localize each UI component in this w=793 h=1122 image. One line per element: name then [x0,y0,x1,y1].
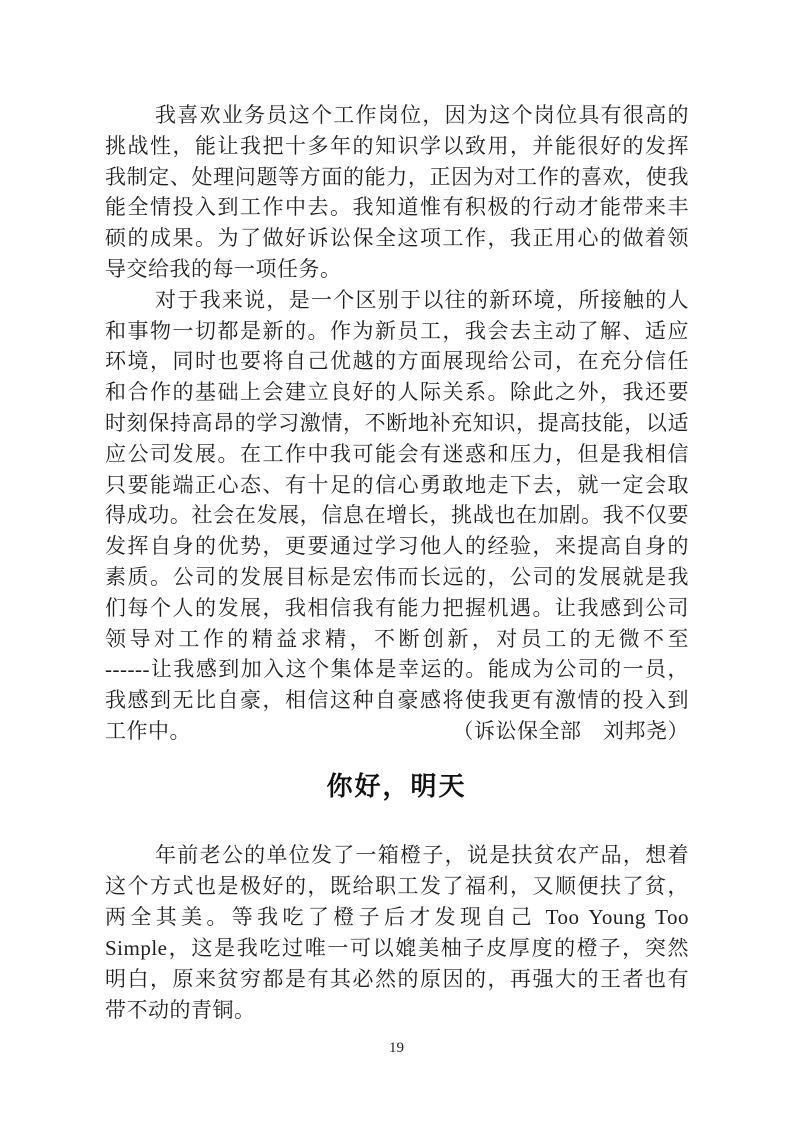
text-line: 年前老公的单位发了一箱橙子，说是扶贫农产品，想着 [155,843,689,867]
section-title: 你好，明天 [326,771,467,801]
text-line: 带不动的青铜。 [105,998,256,1022]
signature: （诉讼保全部 刘邦尧） [452,718,689,743]
article-2-body [105,840,689,1026]
text-line: 我制定、处理问题等方面的能力，正因为对工作的喜欢，使我 [105,164,689,189]
text-line: 只要能端正心态、有十足的信心勇敢地走下去，就一定会取 [105,472,689,497]
text-line: 能全情投入到工作中去。我知道惟有积极的行动才能带来丰 [105,195,689,220]
text-line: 硕的成果。为了做好诉讼保全这项工作，我正用心的做着领 [105,226,689,251]
text-line: 挑战性，能让我把十多年的知识学以致用，并能很好的发挥 [105,133,689,158]
closing-text: 工作中。 [105,718,191,743]
text-line: Simple，这是我吃过唯一可以媲美柚子皮厚度的橙子，突然 [105,936,689,960]
article-1-body [105,100,689,747]
text-line: 应公司发展。在工作中我可能会有迷惑和压力，但是我相信 [105,441,689,466]
text-line: 领导对工作的精益求精，不断创新，对员工的无微不至 [105,626,689,651]
text-line: 我感到无比自豪，相信这种自豪感将使我更有激情的投入到 [105,688,689,713]
text-line: ------让我感到加入这个集体是幸运的。能成为公司的一员， [105,657,689,682]
text-line: 这个方式也是极好的，既给职工发了福利，又顺便扶了贫， [105,874,689,898]
text-line: 导交给我的每一项任务。 [105,256,342,281]
text-line: 时刻保持高昂的学习激情，不断地补充知识，提高技能，以适 [105,410,689,435]
text-line: 我喜欢业务员这个工作岗位，因为这个岗位具有很高的 [155,103,689,127]
text-line: 素质。公司的发展目标是宏伟而长远的，公司的发展就是我 [105,564,689,589]
text-line: 对于我来说，是一个区别于以往的新环境，所接触的人 [155,287,689,312]
text-line: 发挥自身的优势，更要通过学习他人的经验，来提高自身的 [105,534,689,559]
text-line: 和合作的基础上会建立良好的人际关系。除此之外，我还要 [105,380,689,405]
text-line: 明白，原来贫穷都是有其必然的原因的，再强大的王者也有 [105,967,689,991]
closing-line [105,716,689,747]
text-line: 们每个人的发展，我相信我有能力把握机遇。让我感到公司 [105,595,689,620]
text-line: 环境，同时也要将自己优越的方面展现给公司，在充分信任 [105,349,689,374]
text-line: 得成功。社会在发展，信息在增长，挑战也在加剧。我不仅要 [105,503,689,528]
page-number: 19 [389,1040,404,1056]
text-line: 和事物一切都是新的。作为新员工，我会去主动了解、适应 [105,318,689,343]
text-line: 两全其美。等我吃了橙子后才发现自己 Too Young Too [105,905,689,929]
